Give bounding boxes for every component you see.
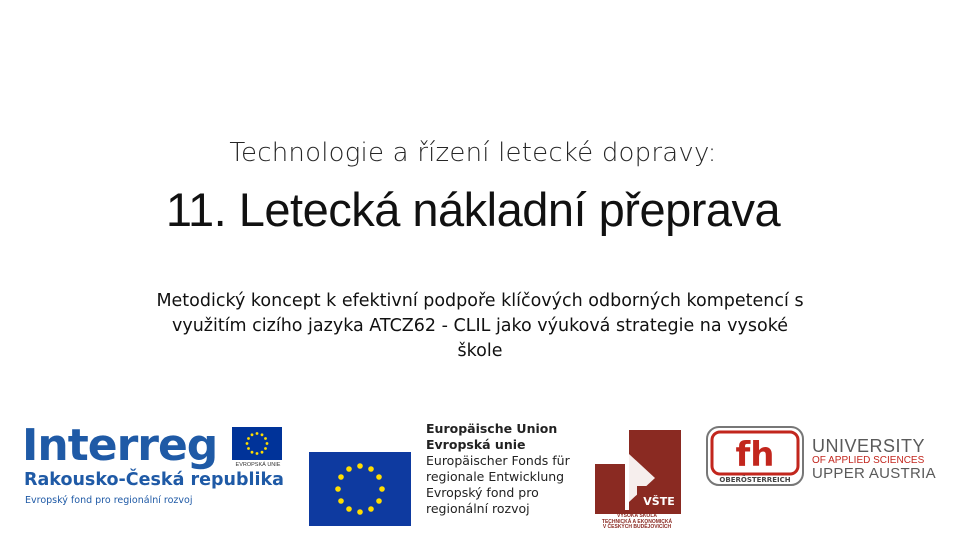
eu-flag-small-icon (232, 427, 282, 460)
interreg-fund: Evropský fond pro regionální rozvoj (25, 495, 193, 506)
slide-subtitle: Technologie a řízení letecké dopravy: (229, 138, 717, 168)
slide-description: Metodický koncept k efektivní podpoře klíčových odborných kompetencí s využitím cizího jazyka ATCZ62 - CLIL jako výuková strategie na vysoké škole (156, 291, 804, 361)
eu-line-5: Evropský fond pro (426, 485, 539, 500)
fh-mark: fh (735, 435, 775, 475)
fh-sub: OBERÖSTERREICH (719, 476, 791, 484)
vste-mark: VŠTE (643, 495, 675, 508)
eu-small-caption: EVROPSKÁ UNIE (235, 462, 281, 468)
vste-caption-2: TECHNICKÁ A EKONOMICKÁ (601, 518, 673, 525)
eu-flag-icon (309, 452, 411, 526)
vste-caption (583, 514, 691, 531)
uas-line-3: UPPER AUSTRIA (812, 465, 936, 482)
vste-caption-3: V ČESKÝCH BUDĚJOVICÍCH (602, 524, 672, 530)
eu-line-1: Europäische Union (426, 421, 558, 436)
eu-line-3: Europäischer Fonds für (426, 453, 570, 468)
uas-line-2: OF APPLIED SCIENCES (812, 455, 925, 466)
vste-logo-icon (595, 430, 681, 514)
vste-caption-1: VYSOKÁ ŠKOLA (616, 513, 657, 519)
uas-wordmark (812, 437, 936, 482)
interreg-region: Rakousko-Česká republika (24, 470, 284, 490)
uas-line-1: UNIVERSITY (812, 436, 926, 456)
slide-title: 11. Letecká nákladní přeprava (165, 183, 781, 236)
interreg-wordmark: Interreg (22, 420, 218, 471)
eu-line-4: regionale Entwicklung (426, 469, 565, 484)
eu-text-block (426, 421, 586, 517)
eu-line-6: regionální rozvoj (426, 501, 530, 516)
eu-line-2: Evropská unie (426, 437, 526, 452)
fh-logo-icon (706, 426, 804, 486)
